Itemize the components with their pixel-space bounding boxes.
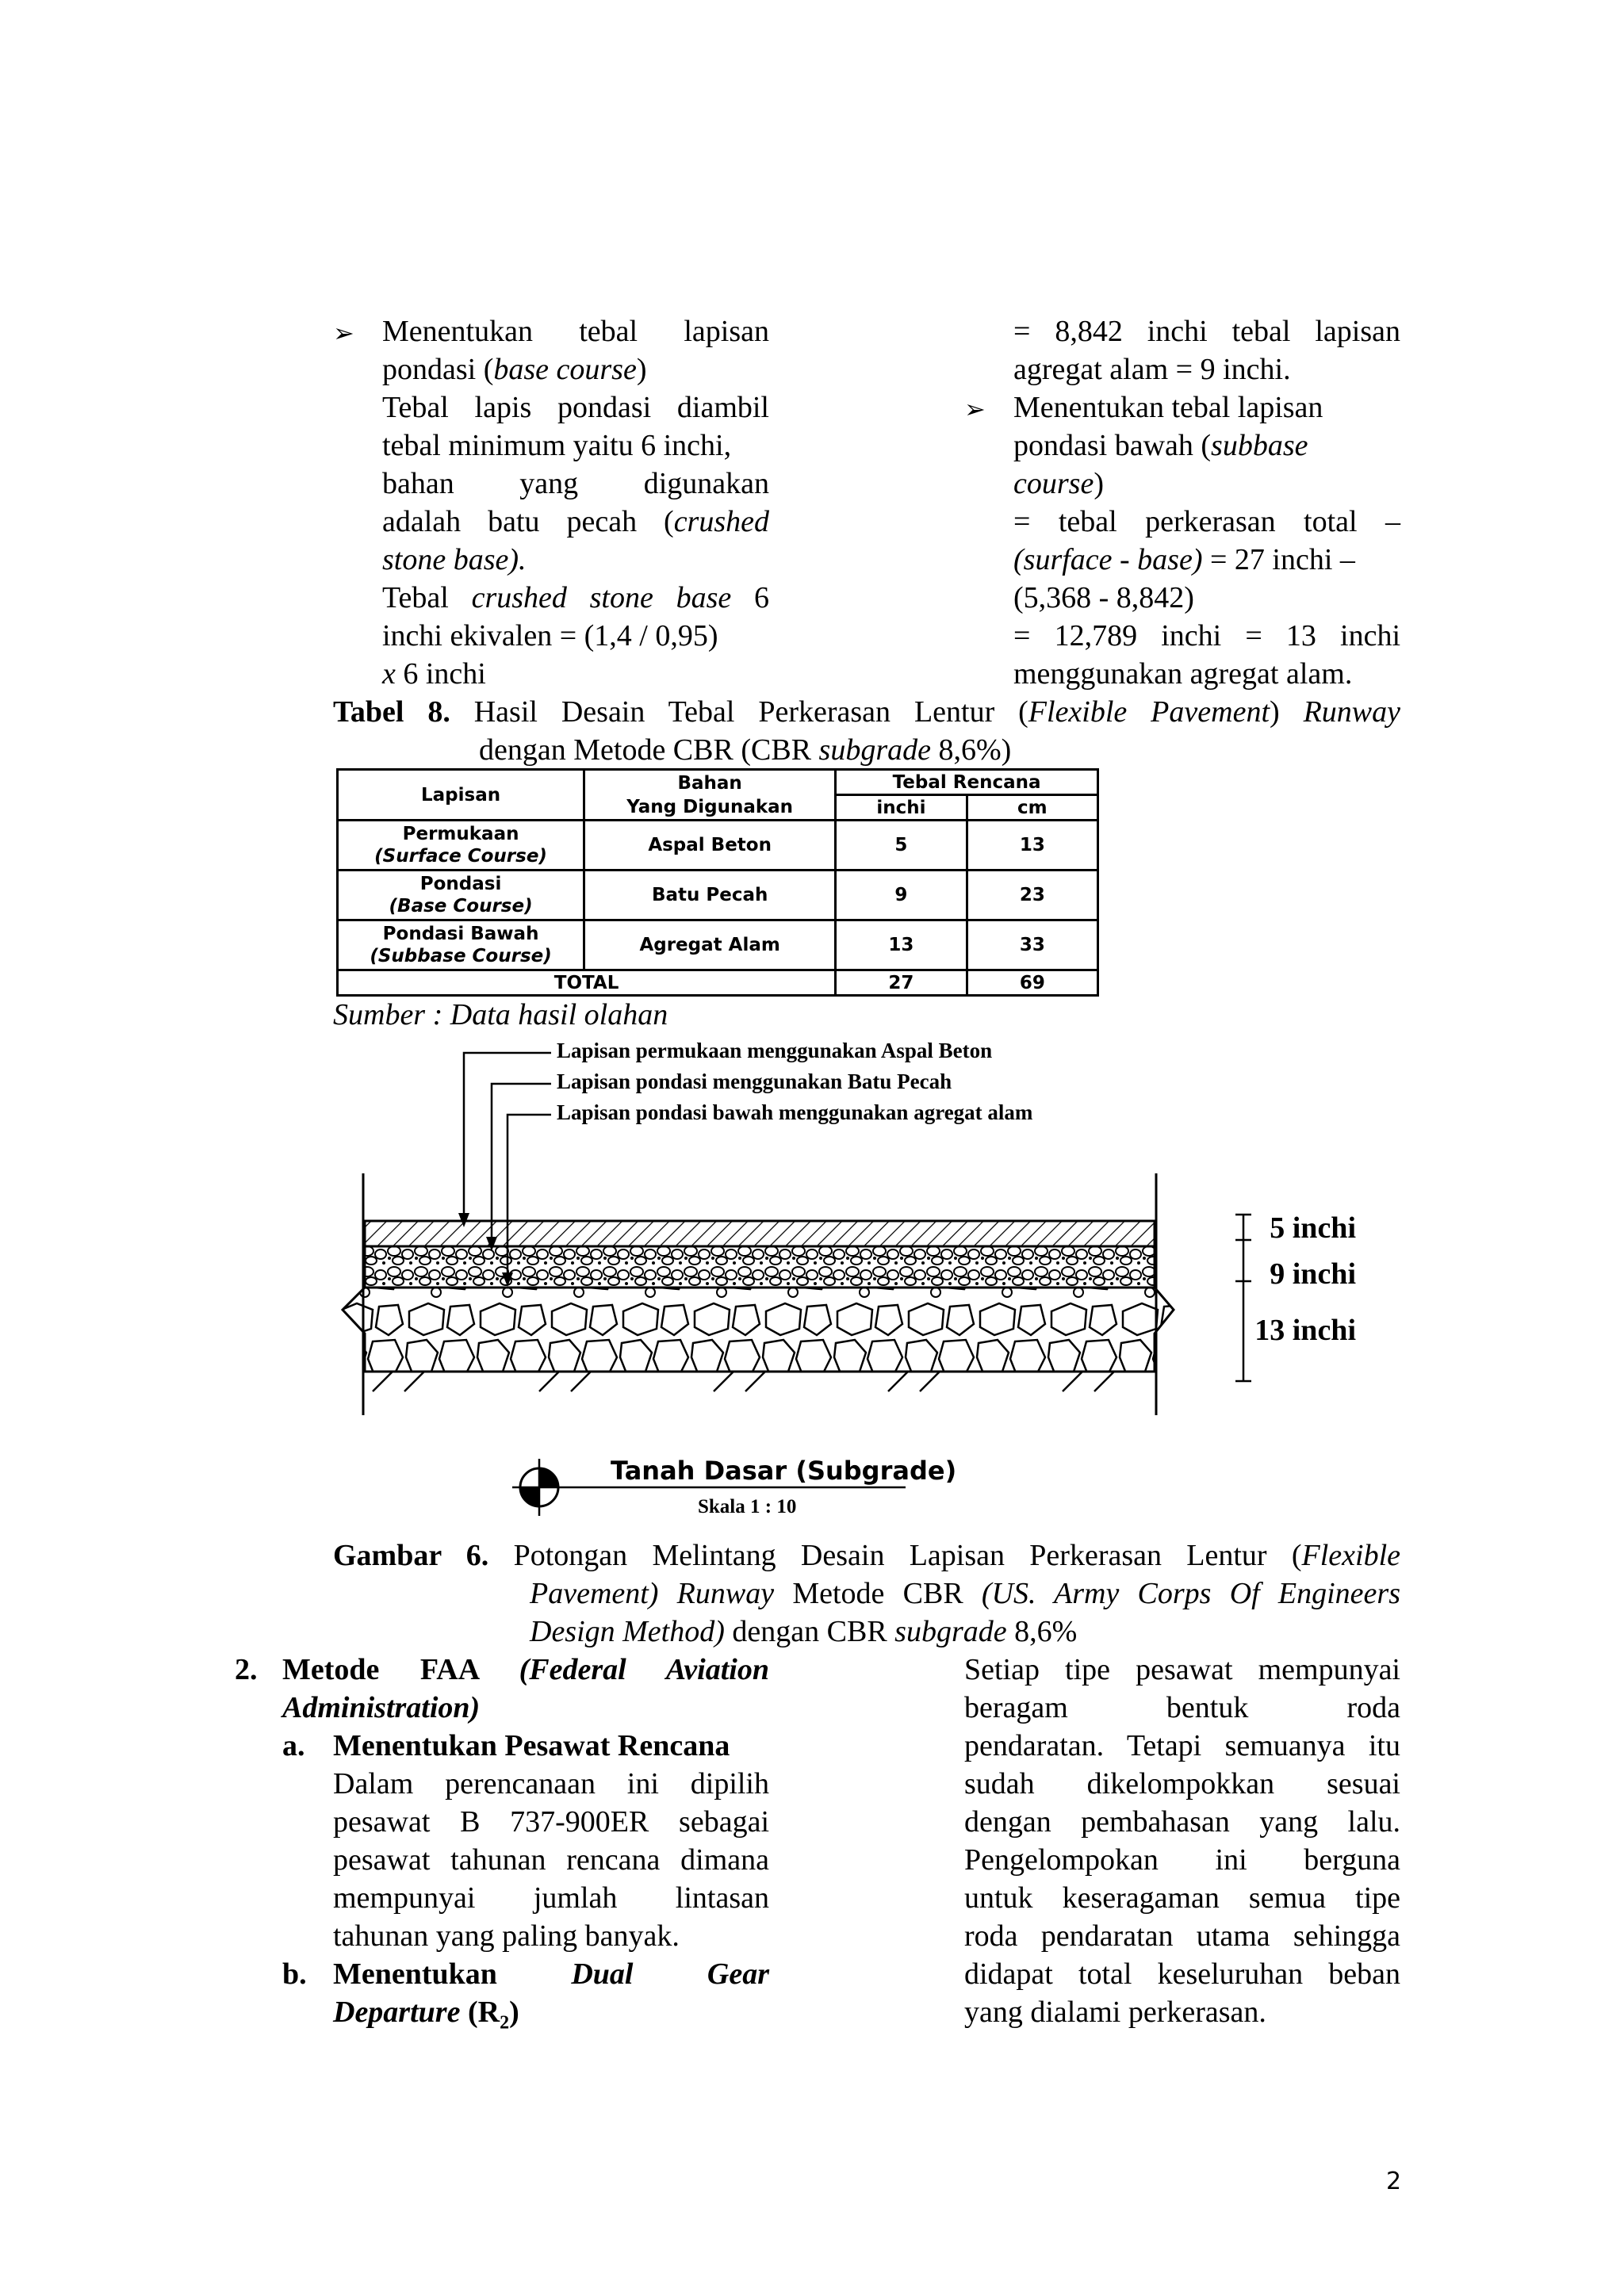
figure-caption: Gambar 6. Potongan Melintang Desain Lapisan Perkerasan Lentur (Flexible Pavement) Runway Metode CBR (US. Army Corps Of Engineers Design Method) dengan CBR subgrade 8,6%: [333, 1539, 1400, 1648]
header-bahan: Bahan Yang Digunakan: [584, 770, 836, 821]
subbase-layer: [343, 1288, 1174, 1372]
table-row: [338, 920, 1098, 970]
table-total-row: [338, 970, 1098, 996]
item-a-title: Menentukan Pesawat Rencana: [333, 1729, 730, 1762]
table-source: Sumber : Data hasil olahan: [333, 998, 668, 1031]
text-line: stone base).: [382, 543, 527, 576]
dimension-label: 13 inchi: [1254, 1314, 1356, 1347]
text-line: Dalam perencanaan ini dipilih: [333, 1767, 769, 1800]
section-number: 2.: [235, 1653, 258, 1686]
text-line: inchi ekivalen = (1,4 / 0,95): [382, 619, 718, 652]
figure-label: Lapisan pondasi bawah menggunakan agregat alam: [557, 1100, 1033, 1124]
text-line: bahan yang digunakan: [382, 467, 769, 500]
row-inchi: 5: [836, 821, 967, 871]
text-line: beragam bentuk roda: [964, 1691, 1400, 1724]
header-lapisan: Lapisan: [338, 770, 584, 821]
text-line: Setiap tipe pesawat mempunyai: [964, 1653, 1400, 1686]
row-lapisan: Pondasi Bawah (Subbase Course): [338, 920, 584, 970]
text-line: (surface - base) = 27 inchi –: [1013, 543, 1355, 576]
row-cm: 33: [967, 920, 1097, 970]
text-line: pondasi bawah (subbase: [1013, 429, 1308, 462]
text-line: x 6 inchi: [382, 657, 486, 691]
text-line: pesawat tahunan rencana dimana: [333, 1843, 769, 1877]
text-line: Menentukan tebal lapisan: [1013, 391, 1323, 424]
text-line: = 12,789 inchi = 13 inchi: [1013, 619, 1400, 652]
text-line: adalah batu pecah (crushed: [382, 505, 769, 538]
header-tebal-rencana: Tebal Rencana: [836, 770, 1098, 795]
dimension-label: 9 inchi: [1270, 1257, 1356, 1291]
text-line: pesawat B 737-900ER sebagai: [333, 1805, 769, 1839]
text-line: = 8,842 inchi tebal lapisan: [1013, 315, 1400, 348]
row-cm: 23: [967, 871, 1097, 920]
item-a-label: a.: [282, 1729, 305, 1762]
item-b-label: b.: [282, 1957, 307, 1991]
right-column-bottom: [964, 1651, 1400, 2031]
text-line: agregat alam = 9 inchi.: [1013, 353, 1291, 386]
text-line: Pengelompokan ini berguna: [964, 1843, 1400, 1877]
table-row: [338, 821, 1098, 871]
row-bahan: Batu Pecah: [584, 871, 836, 920]
arrow-bullet-icon: ➢: [964, 394, 986, 424]
base-layer: [365, 1246, 1155, 1288]
table-row: [338, 871, 1098, 920]
total-inchi: 27: [836, 970, 967, 996]
item-b-title: Menentukan Dual Gear: [333, 1957, 769, 1991]
text-line: untuk keseragaman semua tipe: [964, 1881, 1400, 1915]
section-title: Metode FAA (Federal Aviation: [282, 1653, 769, 1686]
text-line: tahunan yang paling banyak.: [333, 1919, 680, 1953]
arrow-bullet-icon: ➢: [333, 318, 354, 348]
header-cm: cm: [967, 795, 1097, 821]
dimension-marks: [1235, 1215, 1251, 1381]
row-inchi: 13: [836, 920, 967, 970]
text-line: didapat total keseluruhan beban: [964, 1957, 1400, 1991]
table-caption-label: Tabel 8.: [333, 695, 450, 729]
text-line: (5,368 - 8,842): [1013, 581, 1194, 614]
text-line: pondasi (base course): [382, 353, 647, 386]
row-lapisan: Pondasi (Base Course): [338, 871, 584, 920]
figure-label: Lapisan permukaan menggunakan Aspal Beton: [557, 1039, 993, 1062]
row-cm: 13: [967, 821, 1097, 871]
text-line: yang dialami perkerasan.: [964, 1996, 1266, 2029]
row-inchi: 9: [836, 871, 967, 920]
table-caption: Tabel 8. Hasil Desain Tebal Perkerasan Lentur (Flexible Pavement) Runway dengan Metode CBR (CBR subgrade 8,6%): [333, 695, 1400, 767]
figure-label: Lapisan pondasi menggunakan Batu Pecah: [557, 1070, 952, 1093]
page-number: 2: [1386, 2168, 1402, 2195]
text-line: tebal minimum yaitu 6 inchi,: [382, 429, 732, 462]
row-bahan: Aspal Beton: [584, 821, 836, 871]
text-line: Menentukan tebal lapisan: [382, 315, 769, 348]
text-line: = tebal perkerasan total –: [1013, 505, 1400, 538]
total-label: TOTAL: [338, 970, 836, 996]
subgrade-ground: [365, 1372, 1155, 1391]
text-line: mempunyai jumlah lintasan: [333, 1881, 769, 1915]
header-inchi: inchi: [836, 795, 967, 821]
scale-label: Skala 1 : 10: [698, 1496, 797, 1517]
pavement-cross-section: [333, 1039, 1443, 1538]
text-line: Tebal lapis pondasi diambil: [382, 391, 769, 424]
design-table: [336, 768, 1099, 997]
text-line: pendaratan. Tetapi semuanya itu: [964, 1729, 1400, 1762]
subgrade-label: Tanah Dasar (Subgrade): [611, 1456, 957, 1486]
text-line: sudah dikelompokkan sesuai: [964, 1767, 1400, 1800]
text-line: roda pendaratan utama sehingga: [964, 1919, 1400, 1953]
surface-layer: [365, 1221, 1155, 1246]
text-line: dengan pembahasan yang lalu.: [964, 1805, 1400, 1839]
row-bahan: Agregat Alam: [584, 920, 836, 970]
dimension-label: 5 inchi: [1270, 1211, 1356, 1245]
text-line: Tebal crushed stone base 6: [382, 581, 769, 614]
text-line: course): [1013, 467, 1104, 500]
text-line: menggunakan agregat alam.: [1013, 657, 1353, 691]
total-cm: 69: [967, 970, 1097, 996]
row-lapisan: Permukaan (Surface Course): [338, 821, 584, 871]
